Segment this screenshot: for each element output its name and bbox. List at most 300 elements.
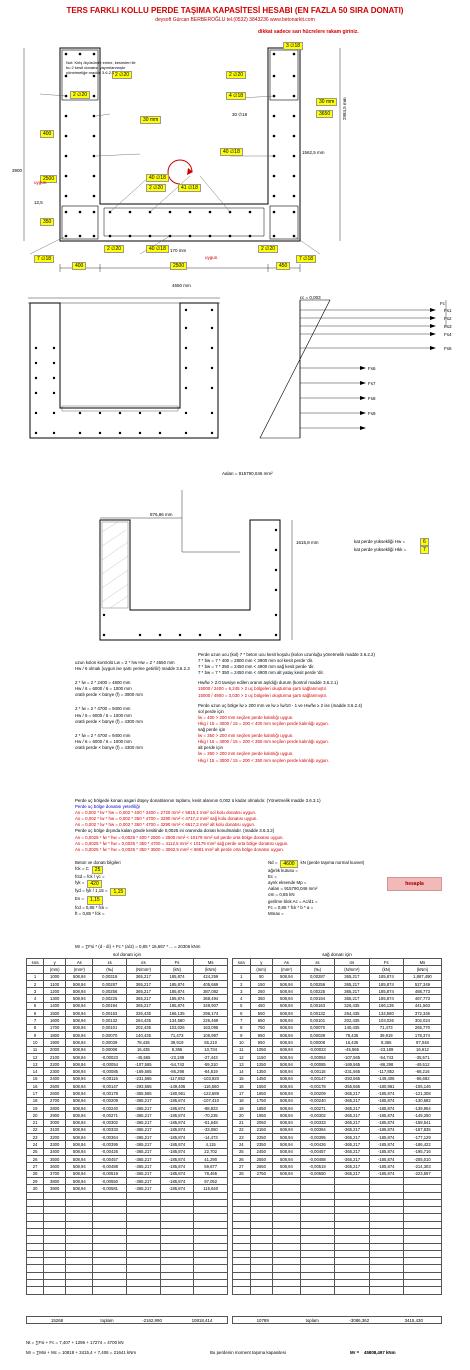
table-cell: 0,00225 [93, 995, 127, 1002]
table-cell-empty [127, 1287, 161, 1294]
check-line: 2 * lw = 2 * 4700 = 9400 mm [75, 706, 131, 712]
table-cell: 12 [233, 1053, 251, 1060]
table-row-empty [233, 1228, 442, 1235]
storey-input[interactable]: 7 [420, 546, 429, 554]
table-cell: 166,135 [369, 1002, 403, 1009]
table-cell-empty [300, 1214, 334, 1221]
table-cell: 296,174 [194, 1010, 228, 1017]
table-row-empty [233, 1236, 442, 1243]
table-cell: 1300 [44, 995, 66, 1002]
bar-label: 3650 [316, 110, 333, 118]
table-cell: -293,565 [335, 1075, 369, 1082]
table-cell: -231,565 [127, 1075, 161, 1082]
table-cell: -185,874 [369, 1170, 403, 1177]
table-cell-empty [127, 1236, 161, 1243]
table-cell: 365,217 [335, 995, 369, 1002]
table-cell: 185,874 [160, 980, 194, 987]
total-fs: -3086,362 [349, 1317, 370, 1323]
table-cell: -185,874 [160, 1134, 194, 1141]
table-cell: 2800 [44, 1104, 66, 1111]
hesapla-button[interactable]: hesapla [387, 877, 442, 891]
nd-unit: kN (perde taşıma normal kuvvet) [300, 860, 365, 865]
table-cell-empty [250, 1177, 272, 1184]
inputs-left [75, 860, 265, 917]
table-cell-empty [403, 1287, 441, 1294]
fctd-input[interactable]: 1,15 [87, 896, 103, 904]
table-cell-empty [27, 1265, 44, 1272]
table-cell-empty [403, 1280, 441, 1287]
table-cell: 185,874 [369, 995, 403, 1002]
table-cell-empty [160, 1192, 194, 1199]
table-cell: (‰) [93, 966, 127, 973]
table-row-empty [27, 1207, 228, 1214]
table-cell-empty [27, 1199, 44, 1206]
table-cell-empty [300, 1250, 334, 1257]
check-line: lw = 350 > 200 mm seçilen perde kalınlığı uygun. [198, 751, 294, 757]
table-cell: -158,541 [403, 1119, 441, 1126]
table-cell: 467,773 [403, 995, 441, 1002]
table-cell-empty [300, 1192, 334, 1199]
table-cell: 349,907 [194, 1002, 228, 1009]
input-line: Aalan = 915790,046 mm² [268, 886, 318, 892]
table-row [27, 1097, 228, 1104]
table-cell: -0,00333 [93, 1126, 127, 1133]
table-cell-empty [403, 1199, 441, 1206]
table-cell: 16,435 [335, 1039, 369, 1046]
check-line: As = 0,0025 * lw * hw = 0,0025 * 350 * 3500 = 3062,5 mm² < 6881 mm² alt perde orta bölge donatısı uygun. [75, 846, 284, 852]
input-line: Fc = 0,85 * fck * b * a = [268, 904, 314, 910]
table-cell: -0,00457 [93, 1156, 127, 1163]
table-cell: 508,94 [273, 1002, 301, 1009]
table-cell-empty [160, 1207, 194, 1214]
table-cell: 508,94 [66, 1061, 93, 1068]
table-cell: -149,406 [160, 1083, 194, 1090]
table-cell: -0,00054 [300, 1053, 334, 1060]
table-cell: -185,874 [160, 1177, 194, 1184]
table-row [27, 1148, 228, 1155]
table-cell: 13 [233, 1061, 251, 1068]
table-cell: 18 [233, 1097, 251, 1104]
table-cell: 115,640 [194, 1185, 228, 1192]
table-cell-empty [233, 1207, 251, 1214]
check-line: Perde uç bölge dışında kalan gövde kesitinde 0,0025 ini oranında donatı konulmalıdır. (madde 3.6.3.2) [75, 828, 275, 834]
table-cell: 1250 [250, 1061, 272, 1068]
table-cell: 0,00163 [93, 1010, 127, 1017]
table-cell: -149,250 [403, 1112, 441, 1119]
fyd-input[interactable]: 1,15 [110, 888, 126, 896]
table-cell-empty [403, 1192, 441, 1199]
table-row [233, 1126, 442, 1133]
table-cell-empty [233, 1199, 251, 1206]
table-cell: -0,00209 [300, 1090, 334, 1097]
input-line: fctd = fck / γc = [75, 874, 105, 880]
bar-label: 40 ∅18 [220, 148, 243, 156]
table-row [233, 1002, 442, 1009]
table-cell: 372,346 [403, 1010, 441, 1017]
table-cell: 10,734 [194, 1046, 228, 1053]
table-cell: -185,874 [160, 1185, 194, 1192]
table-cell-empty [335, 1287, 369, 1294]
check-line: As = 0,0025 * lw * hw = 0,0025 * 400 * 2500 = 2500 mm² < 10179 mm² sol perde orta bölge donatısı uygun. [75, 834, 284, 840]
table-cell-empty [160, 1221, 194, 1228]
table-cell: 185,874 [369, 973, 403, 980]
footer-line-1: Nt = ∑Fsi + Fc = 7,407 + 1296 + 17274 = 4700 kN [26, 1340, 124, 1345]
table-cell: -68,216 [403, 1068, 441, 1075]
table-cell: 0,00194 [300, 995, 334, 1002]
table-cell: (kNm) [194, 966, 228, 973]
table-row-empty [27, 1258, 228, 1265]
table-cell-empty [335, 1177, 369, 1184]
table-cell-empty [194, 1243, 228, 1250]
table-cell: 508,94 [66, 1148, 93, 1155]
table-cell: As [66, 959, 93, 966]
table-cell-empty [369, 1272, 403, 1279]
table-cell-empty [369, 1258, 403, 1265]
table-cell: -116,560 [194, 1083, 228, 1090]
table-cell: (mm²) [273, 966, 301, 973]
table-cell: -365,217 [335, 1141, 369, 1148]
table-cell: 16 [27, 1083, 44, 1090]
table-cell: 16 [233, 1083, 251, 1090]
table-cell: 508,94 [66, 1010, 93, 1017]
table-cell: -0,00240 [93, 1104, 127, 1111]
force-label: Fs1 [444, 308, 452, 313]
check-line: lw = 400 > 200 mm seçilen perde kalınlığı uygun. [198, 714, 294, 720]
table-cell: 2100 [44, 1053, 66, 1060]
table-cell: 19 [27, 1104, 44, 1111]
table-cell: 1700 [44, 1024, 66, 1031]
check-label: uygun. [34, 180, 48, 185]
table-cell-empty [233, 1258, 251, 1265]
table-cell: 97,052 [194, 1177, 228, 1184]
table-cell: εs [93, 959, 127, 966]
dim-label: 170 mm [170, 248, 187, 253]
table-cell-empty [127, 1214, 161, 1221]
table-row-empty [27, 1287, 228, 1294]
check-line: oratlı perde × bünye (f) = 4300 mm [75, 718, 143, 724]
table-cell: 30 [27, 1185, 44, 1192]
table-cell-empty [66, 1250, 93, 1257]
table-cell: 13 [27, 1061, 44, 1068]
table-cell-empty [273, 1236, 301, 1243]
table-cell: 26 [27, 1156, 44, 1163]
table-cell: 1,867,490 [403, 973, 441, 980]
table-cell: 39,919 [160, 1039, 194, 1046]
table-cell-empty [93, 1280, 127, 1287]
bar-label: 2 ∅20 [226, 71, 246, 79]
table-cell: 3300 [44, 1141, 66, 1148]
table-cell: -70,235 [194, 1112, 228, 1119]
check-line: Hkg / 15 = 3000 / 15 = 200 < 350 mm seçilen perde kalınlığı uygun. [198, 739, 329, 745]
table-cell: 1800 [44, 1031, 66, 1038]
table-cell: 1850 [250, 1104, 272, 1111]
dim-label: 12,5 [34, 200, 43, 205]
table-cell: 0,00070 [300, 1024, 334, 1031]
table-cell: 3800 [44, 1177, 66, 1184]
table-cell: 508,94 [66, 1031, 93, 1038]
footer-note: Bu perdenin moment taşıma kapasitesi [210, 1350, 286, 1355]
table-cell-empty [27, 1192, 44, 1199]
table-cell: 508,94 [273, 1112, 301, 1119]
table-cell: 508,94 [273, 980, 301, 987]
input-line: Es = [75, 896, 84, 902]
table-cell: 508,94 [273, 1046, 301, 1053]
table-right-caption: sağ donatı için [322, 952, 352, 957]
footer-line-2: Mr = ∑Msi + Mc = 10818 + 3415,4 + 7,406 = 21641 kNm [26, 1350, 137, 1355]
input-line: fyd = fyk / 1,15 = [75, 888, 108, 894]
table-cell: -185,874 [160, 1141, 194, 1148]
table-cell: 19 [233, 1104, 251, 1111]
table-cell: -88,823 [194, 1104, 228, 1111]
table-cell: -0,00550 [300, 1170, 334, 1177]
table-row [27, 1061, 228, 1068]
table-cell: 2900 [44, 1112, 66, 1119]
table-row [233, 1031, 442, 1038]
table-cell: 39,919 [369, 1031, 403, 1038]
table-cell: -0,00519 [300, 1163, 334, 1170]
table-cell-empty [233, 1192, 251, 1199]
nd-input[interactable]: 4600 [280, 860, 297, 868]
table-cell: -177,129 [403, 1134, 441, 1141]
table-cell: -0,00333 [300, 1119, 334, 1126]
table-cell: 5 [27, 1002, 44, 1009]
table-row-empty [233, 1177, 442, 1184]
table-cell-empty [66, 1221, 93, 1228]
table-cell: 508,94 [66, 980, 93, 987]
table-cell: -0,00550 [93, 1177, 127, 1184]
table-cell-empty [300, 1287, 334, 1294]
table-row [233, 1024, 442, 1031]
table-cell: -185,874 [160, 1126, 194, 1133]
table-cell: 508,94 [66, 1075, 93, 1082]
table-cell: -185,874 [160, 1112, 194, 1119]
fck-input[interactable]: 25 [92, 866, 104, 874]
table-cell: 3900 [44, 1185, 66, 1192]
table-cell: -0,00488 [93, 1163, 127, 1170]
table-cell: 2000 [44, 1046, 66, 1053]
table-cell-empty [335, 1265, 369, 1272]
height-input[interactable]: 6 [420, 538, 429, 546]
table-cell-empty [369, 1280, 403, 1287]
table-cell-empty [44, 1280, 66, 1287]
table-cell: 508,94 [66, 1097, 93, 1104]
table-cell: -355,565 [127, 1090, 161, 1097]
table-cell: -139,954 [403, 1104, 441, 1111]
table-row [233, 1119, 442, 1126]
table-cell-empty [27, 1250, 44, 1257]
table-cell-empty [273, 1199, 301, 1206]
table-cell: -51,648 [194, 1119, 228, 1126]
table-cell: -103,920 [194, 1075, 228, 1082]
table-cell-empty [194, 1221, 228, 1228]
table-cell-empty [233, 1250, 251, 1257]
table-row-empty [233, 1272, 442, 1279]
table-cell: 508,94 [273, 1126, 301, 1133]
table-row [27, 1031, 228, 1038]
table-cell: -185,874 [160, 1097, 194, 1104]
table-cell: 2 [233, 980, 251, 987]
table-cell: 508,94 [273, 1119, 301, 1126]
table-cell: 3100 [44, 1126, 66, 1133]
table-cell: -214,303 [403, 1163, 441, 1170]
table-cell: 10 [27, 1039, 44, 1046]
input-line: Mmax = [268, 910, 284, 916]
table-cell-empty [160, 1258, 194, 1265]
table-cell: 508,94 [273, 1170, 301, 1177]
check-line: sol perde için [198, 708, 224, 714]
table-cell: 2050 [250, 1119, 272, 1126]
drawing-note [66, 60, 136, 75]
table-cell-empty [127, 1280, 161, 1287]
table-cell-empty [233, 1287, 251, 1294]
table-cell: 650 [250, 1017, 272, 1024]
table-cell: 8,365 [160, 1046, 194, 1053]
table-cell-empty [160, 1243, 194, 1250]
check-line: As = 0,0025 * lw * hw = 0,0025 * 350 * 4700 = 4112,5 mm² < 10179 mm² sağ perde orta bölge donatısı uygun. [75, 840, 289, 846]
bar-label: 3 ∅18 [283, 42, 303, 50]
check-line: 15000 / 2400 = 6,245 > 2 uç bölgeleri oluşturma şartı sağlanmıştır. [198, 686, 328, 692]
table-row-empty [233, 1250, 442, 1257]
table-cell: -27,443 [194, 1053, 228, 1060]
table-cell-empty [403, 1272, 441, 1279]
table-cell-empty [233, 1280, 251, 1287]
input-line: Beton ve donatı bilgileri [75, 860, 121, 865]
table-row [27, 1141, 228, 1148]
table-cell: -122,689 [194, 1090, 228, 1097]
table-row-empty [27, 1199, 228, 1206]
table-row [27, 980, 228, 987]
input-line: fck = C [75, 866, 89, 872]
table-cell [27, 966, 44, 973]
table-cell: 23 [233, 1134, 251, 1141]
table-cell: 16,612 [403, 1046, 441, 1053]
table-cell-empty [233, 1214, 251, 1221]
table-cell: -365,217 [335, 1163, 369, 1170]
table-cell-empty [335, 1221, 369, 1228]
table-cell: 0,00256 [300, 980, 334, 987]
table-cell-empty [250, 1243, 272, 1250]
check-line: As = 0,002 * lw * hw = 0,002 * 350 * 4700 = 3290 mm² < 4717,2 mm² sağ kolu donatısı uygun. [75, 816, 258, 822]
table-cell: 387,082 [194, 988, 228, 995]
table-row [233, 1163, 442, 1170]
check-line: Hw / 6 olmalı (uygun ise şartı yerine getirilir) madde 3.6.2.3 [75, 666, 190, 672]
table-row [27, 1024, 228, 1031]
table-cell: 27 [233, 1163, 251, 1170]
table-cell-empty [250, 1185, 272, 1192]
table-cell-empty [335, 1258, 369, 1265]
table-row [27, 1083, 228, 1090]
table-left-body [27, 959, 228, 1295]
table-cell: 50 [250, 973, 272, 980]
table-cell: -33,060 [194, 1126, 228, 1133]
table-cell: 2 [27, 980, 44, 987]
table-units-row [233, 966, 442, 973]
table-row-empty [27, 1236, 228, 1243]
table-cell-empty [335, 1280, 369, 1287]
table-cell: -365,217 [335, 1119, 369, 1126]
table-cell: 3600 [44, 1163, 66, 1170]
table-cell: 750 [250, 1024, 272, 1031]
table-cell-empty [27, 1243, 44, 1250]
table-row-empty [233, 1199, 442, 1206]
table-cell: 0,00039 [300, 1031, 334, 1038]
table-cell: 508,94 [66, 1185, 93, 1192]
dim-label: 1562,5 mm [302, 150, 325, 155]
table-right-body [233, 959, 442, 1295]
table-row [233, 1170, 442, 1177]
table-cell: -23,189 [160, 1053, 194, 1060]
table-cell-empty [273, 1287, 301, 1294]
table-cell-empty [300, 1265, 334, 1272]
table-cell-empty [194, 1199, 228, 1206]
table-cell-empty [93, 1192, 127, 1199]
table-cell: 850 [250, 1031, 272, 1038]
table-row [27, 1090, 228, 1097]
table-cell: 365,217 [335, 988, 369, 995]
table-cell: 550 [250, 1010, 272, 1017]
table-cell: 508,94 [66, 1068, 93, 1075]
table-cell: 78,435 [127, 1039, 161, 1046]
table-cell-empty [250, 1272, 272, 1279]
table-cell-empty [300, 1199, 334, 1206]
check-line: 2 * lw = 2 * 2400 = 4800 mm [75, 680, 131, 686]
table-cell-empty [403, 1236, 441, 1243]
table-cell: -0,00271 [93, 1112, 127, 1119]
table-cell: -185,874 [369, 1141, 403, 1148]
table-cell-empty [93, 1214, 127, 1221]
bar-label: 30 ∅18 [232, 112, 248, 117]
check-line: 7 * bw = 7 * 400 = 2800 mm < 3900 mm sol kesit perde 'dir. [198, 658, 314, 664]
inertia-label: 876,86 mm [150, 512, 173, 517]
table-cell: 365,217 [127, 988, 161, 995]
table-row [233, 980, 442, 987]
bar-label: 41 ∅18 [178, 184, 201, 192]
table-cell-empty [66, 1207, 93, 1214]
table-cell-empty [194, 1214, 228, 1221]
inertia-drawing [0, 490, 470, 650]
table-row [233, 1061, 442, 1068]
table-cell: -84,819 [194, 1068, 228, 1075]
table-row-empty [233, 1243, 442, 1250]
table-cell: -23,189 [369, 1046, 403, 1053]
table-cell: 185,874 [369, 988, 403, 995]
table-cell-empty [44, 1228, 66, 1235]
table-cell: 508,94 [273, 1024, 301, 1031]
table-cell: -185,874 [369, 1112, 403, 1119]
table-cell: Ms [194, 959, 228, 966]
table-cell: -365,217 [127, 1148, 161, 1155]
table-cell: 21 [233, 1119, 251, 1126]
table-cell-empty [44, 1287, 66, 1294]
table-cell-empty [44, 1250, 66, 1257]
table-cell-empty [273, 1250, 301, 1257]
fyk-input[interactable]: 420 [87, 880, 101, 888]
table-cell: 508,94 [66, 1083, 93, 1090]
table-cell: 17 [233, 1090, 251, 1097]
table-row [233, 1053, 442, 1060]
bar-label: 400 [40, 130, 54, 138]
table-cell: 508,94 [273, 1097, 301, 1104]
table-cell: 3500 [44, 1156, 66, 1163]
table-cell: -180,961 [160, 1090, 194, 1097]
table-cell: 185,874 [369, 980, 403, 987]
table-cell: 450 [250, 1002, 272, 1009]
table-cell: 0,00039 [93, 1039, 127, 1046]
table-cell-empty [369, 1192, 403, 1199]
table-cell-empty [44, 1192, 66, 1199]
table-cell: 950 [250, 1039, 272, 1046]
check-line: lw = 350 > 200 mm seçilen perde kalınlığı uygun. [198, 733, 294, 739]
